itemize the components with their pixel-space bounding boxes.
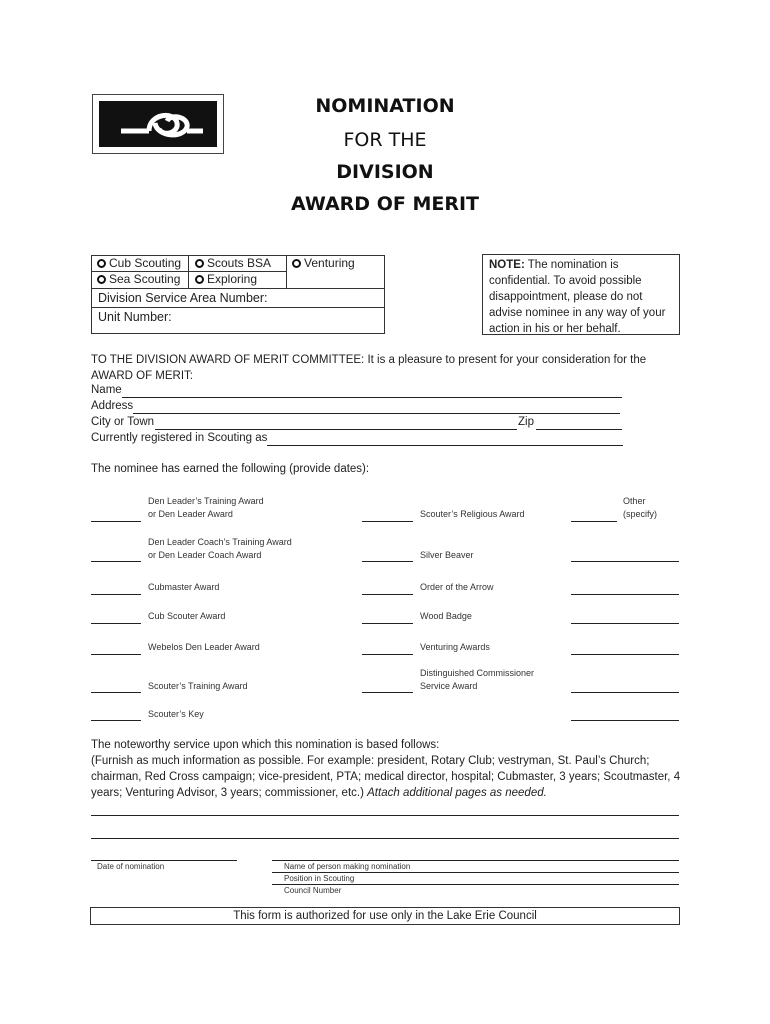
registered-field[interactable] <box>267 445 623 446</box>
position-field[interactable] <box>272 872 679 873</box>
award-label: Cubmaster Award <box>148 582 220 592</box>
service-instructions: (Furnish as much information as possible. For example: president, Rotary Club; vestryman, St. Paul’s Church; chairman, Red Cross campaign; vice-president, PTA; medical director, hospital; Cubmaster, 3 years; Scoutmaster, 4 years; Venturing Advisor, 3 years; commissioner, etc.) Attach additional pages as needed. <box>91 755 681 799</box>
square-knot-icon <box>99 101 217 147</box>
award-label: Order of the Arrow <box>420 582 494 592</box>
date-field[interactable] <box>91 720 141 721</box>
date-field[interactable] <box>91 521 141 522</box>
scouts-bsa-option[interactable]: Scouts BSA <box>195 256 271 271</box>
venturing-option[interactable]: Venturing <box>292 256 355 271</box>
checkbox-icon[interactable] <box>195 259 204 268</box>
address-field[interactable] <box>133 413 620 414</box>
checkbox-icon[interactable] <box>292 259 301 268</box>
position-label: Position in Scouting <box>284 874 355 883</box>
date-of-nomination-label: Date of nomination <box>97 862 165 871</box>
city-label: City or Town <box>91 416 155 428</box>
date-field[interactable] <box>362 692 413 693</box>
title-division: DIVISION <box>336 161 434 183</box>
awards-heading: The nominee has earned the following (provide dates): <box>91 463 370 475</box>
date-field[interactable] <box>91 594 141 595</box>
note-label: NOTE: <box>489 259 525 271</box>
sea-scouting-option[interactable]: Sea Scouting <box>97 272 180 287</box>
date-field[interactable] <box>362 654 413 655</box>
note-box <box>482 254 680 335</box>
title-award-of-merit: AWARD OF MERIT <box>291 193 479 215</box>
date-field[interactable] <box>91 654 141 655</box>
zip-label: Zip <box>518 416 534 428</box>
title-nomination: NOMINATION <box>315 95 455 117</box>
other-field[interactable] <box>571 720 679 721</box>
division-service-area-field[interactable]: Division Service Area Number: <box>98 291 268 305</box>
intro-text: TO THE DIVISION AWARD OF MERIT COMMITTEE: It is a pleasure to present for your consideration for the AWARD OF MERIT: <box>91 354 647 382</box>
note-text: The nomination is confidential. To avoid possible disappointment, please do not advise nominee in any way of your action in his or her behalf. <box>489 259 666 335</box>
other-label: Other (specify) <box>623 496 658 519</box>
registered-label: Currently registered in Scouting as <box>91 432 268 444</box>
award-label: Distinguished Commissioner Service Award <box>420 668 535 691</box>
award-label: Silver Beaver <box>420 550 474 560</box>
award-label: Webelos Den Leader Award <box>148 642 260 652</box>
service-field[interactable] <box>91 838 679 839</box>
council-label: Council Number <box>284 886 342 895</box>
address-label: Address <box>91 400 134 412</box>
date-of-nomination-field[interactable] <box>91 860 237 861</box>
other-field[interactable] <box>571 594 679 595</box>
award-label: Wood Badge <box>420 611 472 621</box>
date-field[interactable] <box>362 594 413 595</box>
other-field[interactable] <box>571 561 679 562</box>
zip-field[interactable] <box>536 429 622 430</box>
award-label: Den Leader Coach’s Training Award or Den Leader Coach Award <box>148 537 292 560</box>
other-field[interactable] <box>571 654 679 655</box>
unit-number-field[interactable]: Unit Number: <box>98 310 172 324</box>
name-label: Name <box>91 384 122 396</box>
award-label: Scouter’s Key <box>148 709 204 719</box>
date-field[interactable] <box>91 561 141 562</box>
other-field[interactable] <box>571 692 679 693</box>
title-for-the: FOR THE <box>343 129 427 151</box>
footer-notice: This form is authorized for use only in the Lake Erie Council <box>90 907 680 925</box>
exploring-option[interactable]: Exploring <box>195 272 257 287</box>
award-label: Venturing Awards <box>420 642 490 652</box>
award-label: Scouter’s Religious Award <box>420 509 525 519</box>
award-label: Den Leader’s Training Award or Den Leader Award <box>148 496 264 519</box>
date-field[interactable] <box>91 623 141 624</box>
checkbox-icon[interactable] <box>195 275 204 284</box>
date-field[interactable] <box>571 521 617 522</box>
other-field[interactable] <box>571 623 679 624</box>
program-box <box>91 255 385 334</box>
cub-scouting-option[interactable]: Cub Scouting <box>97 256 181 271</box>
checkbox-icon[interactable] <box>97 275 106 284</box>
city-field[interactable] <box>155 429 517 430</box>
name-field[interactable] <box>122 397 622 398</box>
date-field[interactable] <box>362 521 413 522</box>
council-field[interactable] <box>272 884 679 885</box>
award-label: Scouter’s Training Award <box>148 681 248 691</box>
nominator-name-label: Name of person making nomination <box>284 862 411 871</box>
logo <box>92 94 224 154</box>
date-field[interactable] <box>91 692 141 693</box>
nominator-name-field[interactable] <box>272 860 679 861</box>
date-field[interactable] <box>362 623 413 624</box>
checkbox-icon[interactable] <box>97 259 106 268</box>
service-heading: The noteworthy service upon which this nomination is based follows: <box>91 739 440 751</box>
award-label: Cub Scouter Award <box>148 611 226 621</box>
service-field[interactable] <box>91 815 679 816</box>
date-field[interactable] <box>362 561 413 562</box>
